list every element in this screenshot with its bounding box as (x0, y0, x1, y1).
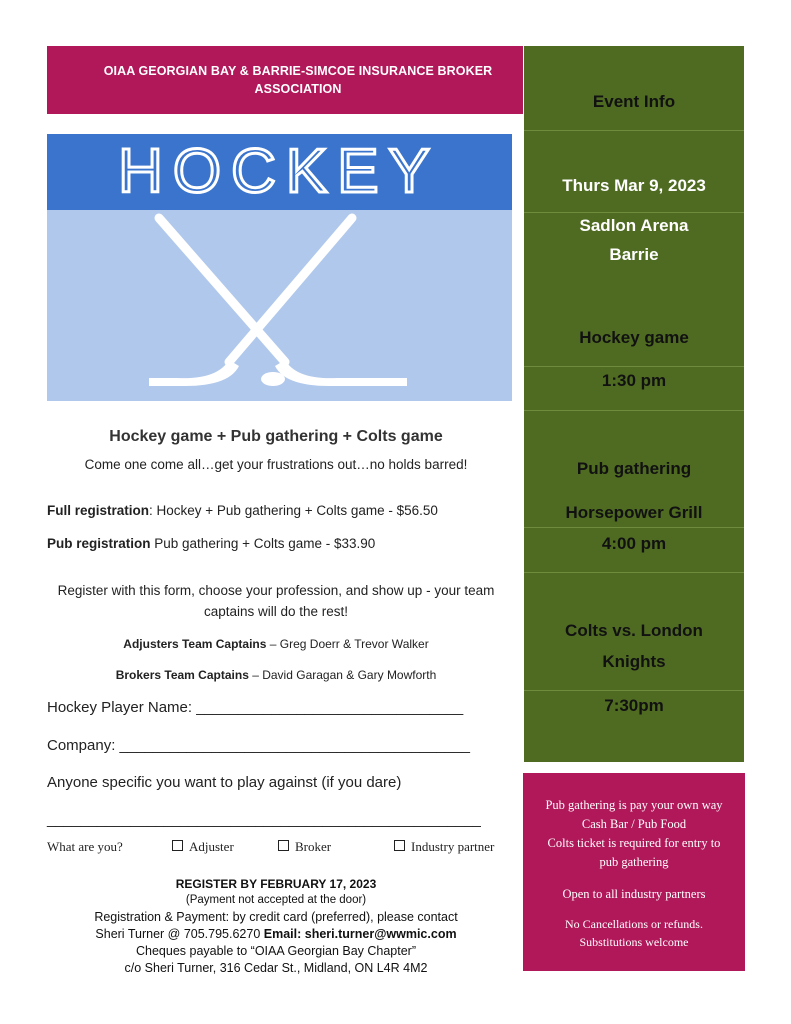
checkbox-broker[interactable] (278, 839, 331, 855)
company-line[interactable]: __________________________________________ (119, 737, 470, 754)
event-date: Thurs Mar 9, 2023 (562, 176, 706, 195)
colts-game-line2: Knights (602, 652, 666, 671)
notes-line-1: Pub gathering is pay your own way (545, 798, 723, 812)
notes-line-2: Cash Bar / Pub Food (581, 817, 687, 831)
hockey-word: HOCKEY (118, 137, 440, 206)
notes-line-4: pub gathering (599, 855, 669, 869)
colts-game-line1: Colts vs. London (565, 621, 703, 640)
checkbox-industry-partner[interactable] (394, 839, 494, 855)
adjusters-captains-names: – Greg Doerr & Trevor Walker (266, 637, 429, 651)
notes-line-5: Open to all industry partners (562, 887, 706, 901)
event-tagline: Come one come all…get your frustrations out…no holds barred! (84, 457, 468, 472)
hockey-game-time: 1:30 pm (601, 371, 667, 390)
puck-icon (261, 372, 285, 386)
divider (524, 130, 744, 131)
event-info-heading: Event Info (592, 92, 676, 111)
brokers-captains-names: – David Garagan & Gary Mowforth (248, 668, 437, 682)
event-headline: Hockey game + Pub gathering + Colts game (109, 428, 443, 445)
payment-note: (Payment not accepted at the door) (185, 894, 367, 906)
player-name-line[interactable]: ________________________________ (196, 699, 464, 716)
pub-registration (47, 536, 375, 551)
hockey-game-label: Hockey game (579, 328, 689, 347)
checkbox-adjuster[interactable] (172, 839, 234, 855)
colts-game-time: 7:30pm (604, 696, 664, 715)
full-registration-text: : Hockey + Pub gathering + Colts game - $56.50 (149, 503, 438, 518)
checkbox-broker-label: Broker (295, 839, 332, 854)
checkbox-icon[interactable] (278, 840, 289, 851)
hockey-word-graphic (47, 134, 512, 210)
pub-registration-label: Pub registration (47, 536, 151, 551)
pub-time: 4:00 pm (601, 534, 667, 553)
full-registration-label: Full registration (47, 503, 150, 518)
register-deadline: REGISTER BY FEBRUARY 17, 2023 (175, 877, 377, 891)
brokers-captains-label: Brokers Team Captains (115, 668, 249, 682)
company-field[interactable] (47, 737, 470, 754)
divider (524, 410, 744, 411)
opponent-label: Anyone specific you want to play against (if you dare) (47, 774, 402, 791)
notes-line-6: No Cancellations or refunds. (565, 917, 703, 931)
pub-gathering-label: Pub gathering (576, 459, 692, 478)
contact-phone: Sheri Turner @ 705.795.6270 (95, 927, 264, 941)
register-instructions-line2: captains will do the rest! (203, 604, 349, 619)
profession-question: What are you? (47, 839, 123, 854)
company-label: Company: (47, 737, 120, 754)
event-venue: Sadlon Arena (579, 216, 689, 235)
crossed-sticks-icon (47, 210, 512, 401)
notes-line-7: Substitutions welcome (579, 935, 689, 949)
register-instructions-line1: Register with this form, choose your profession, and show up - your team (57, 583, 495, 598)
event-city: Barrie (609, 245, 659, 264)
cheques-line: Cheques payable to “OIAA Georgian Bay Chapter” (135, 944, 417, 958)
payment-instructions: Registration & Payment: by credit card (preferred), please contact (94, 910, 458, 924)
full-registration (47, 503, 438, 518)
player-name-field[interactable] (47, 699, 463, 716)
checkbox-icon[interactable] (172, 840, 183, 851)
contact-line (47, 926, 505, 943)
divider (524, 366, 744, 367)
notes-line-3: Colts ticket is required for entry to (547, 836, 721, 850)
pub-registration-text: Pub gathering + Colts game - $33.90 (150, 536, 376, 551)
mailing-address: c/o Sheri Turner, 316 Cedar St., Midland, ON L4R 4M2 (124, 961, 428, 975)
checkbox-industry-label: Industry partner (411, 839, 495, 854)
divider (524, 527, 744, 528)
association-title: OIAA GEORGIAN BAY & BARRIE-SIMCOE INSURANCE BROKER ASSOCIATION (103, 64, 493, 96)
checkbox-adjuster-label: Adjuster (189, 839, 234, 854)
divider (524, 212, 744, 213)
divider (524, 572, 744, 573)
opponent-line[interactable]: ____________________________________________________ (47, 811, 481, 828)
contact-email[interactable]: Email: sheri.turner@wwmic.com (263, 927, 457, 941)
pub-venue: Horsepower Grill (565, 503, 703, 522)
player-name-label: Hockey Player Name: (47, 699, 197, 716)
checkbox-icon[interactable] (394, 840, 405, 851)
brokers-captains (47, 668, 505, 682)
divider (524, 690, 744, 691)
adjusters-captains-label: Adjusters Team Captains (123, 637, 267, 651)
adjusters-captains (47, 637, 505, 651)
